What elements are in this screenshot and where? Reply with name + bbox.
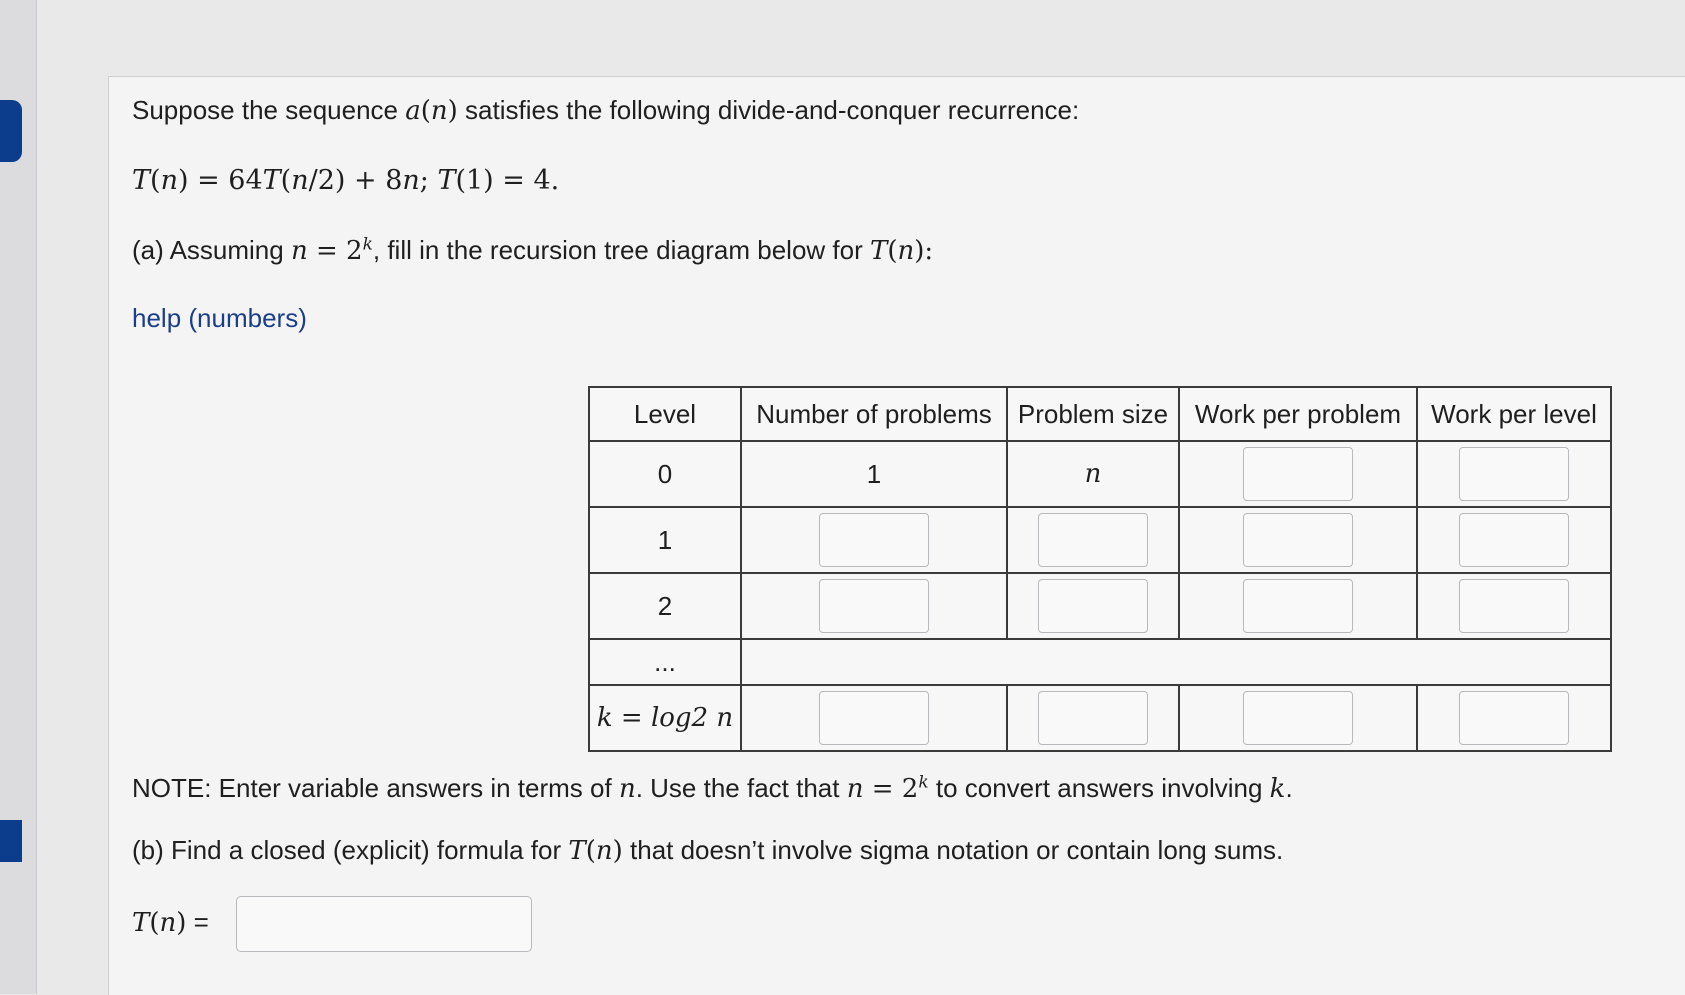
table-row (589, 573, 1611, 639)
work-per-problem-cell (1179, 441, 1417, 507)
num-problems-cell (741, 507, 1007, 573)
ellipsis-spacer (741, 639, 1611, 685)
header-number-of-problems: Number of problems (741, 387, 1007, 441)
level-cell: 2 (589, 573, 741, 639)
level-cell: 0 (589, 441, 741, 507)
problem-size-cell (1007, 573, 1179, 639)
num-problems-cell (741, 573, 1007, 639)
answer-input[interactable] (1243, 513, 1353, 567)
answer-input[interactable] (1038, 513, 1148, 567)
answer-input[interactable] (819, 691, 929, 745)
table-row (589, 685, 1611, 751)
level-cell: k = log2 n (589, 685, 741, 751)
num-problems-cell: 1 (741, 441, 1007, 507)
closed-formula-input[interactable] (236, 896, 532, 952)
part-a-text: (a) Assuming $n = 2^k$, fill in the recursion tree diagram below for T(n): (132, 234, 934, 266)
answer-input[interactable] (1243, 691, 1353, 745)
work-per-level-cell (1417, 573, 1611, 639)
intro-text: Suppose the sequence a(n) satisfies the following divide-and-conquer recurrence: (132, 95, 1080, 126)
level-cell: 1 (589, 507, 741, 573)
table-row-ellipsis (589, 639, 1611, 685)
work-per-problem-cell (1179, 685, 1417, 751)
answer-label: T(n) = (132, 907, 209, 938)
answer-input[interactable] (1459, 447, 1569, 501)
answer-input[interactable] (1459, 691, 1569, 745)
answer-input[interactable] (1243, 447, 1353, 501)
header-work-per-level: Work per level (1417, 387, 1611, 441)
answer-input[interactable] (1243, 579, 1353, 633)
level-cell: ... (589, 639, 741, 685)
work-per-problem-cell (1179, 573, 1417, 639)
answer-input[interactable] (819, 513, 929, 567)
note-text: NOTE: Enter variable answers in terms of n. Use the fact that $n = 2^k$ to convert answers involving k. (132, 772, 1293, 804)
question-marker-lower (0, 820, 22, 862)
work-per-problem-cell (1179, 507, 1417, 573)
problem-size-cell (1007, 507, 1179, 573)
work-per-level-cell (1417, 685, 1611, 751)
part-b-text: (b) Find a closed (explicit) formula for T(n) that doesn’t involve sigma notation or contain long sums. (132, 835, 1284, 866)
question-marker (0, 100, 22, 162)
header-work-per-problem: Work per problem (1179, 387, 1417, 441)
work-per-level-cell (1417, 441, 1611, 507)
answer-input[interactable] (819, 579, 929, 633)
answer-input[interactable] (1459, 579, 1569, 633)
num-problems-cell (741, 685, 1007, 751)
recursion-tree-table (588, 386, 1612, 752)
header-level: Level (589, 387, 741, 441)
recurrence-formula: T(n) = 64T(n/2) + 8n; T(1) = 4. (132, 165, 560, 196)
answer-input[interactable] (1038, 579, 1148, 633)
answer-input[interactable] (1459, 513, 1569, 567)
problem-size-cell: n (1007, 441, 1179, 507)
help-numbers-link[interactable]: help (numbers) (132, 303, 307, 333)
work-per-level-cell (1417, 507, 1611, 573)
table-row (589, 507, 1611, 573)
table-header-row (589, 387, 1611, 441)
table-row (589, 441, 1611, 507)
header-problem-size: Problem size (1007, 387, 1179, 441)
problem-size-cell (1007, 685, 1179, 751)
answer-input[interactable] (1038, 691, 1148, 745)
